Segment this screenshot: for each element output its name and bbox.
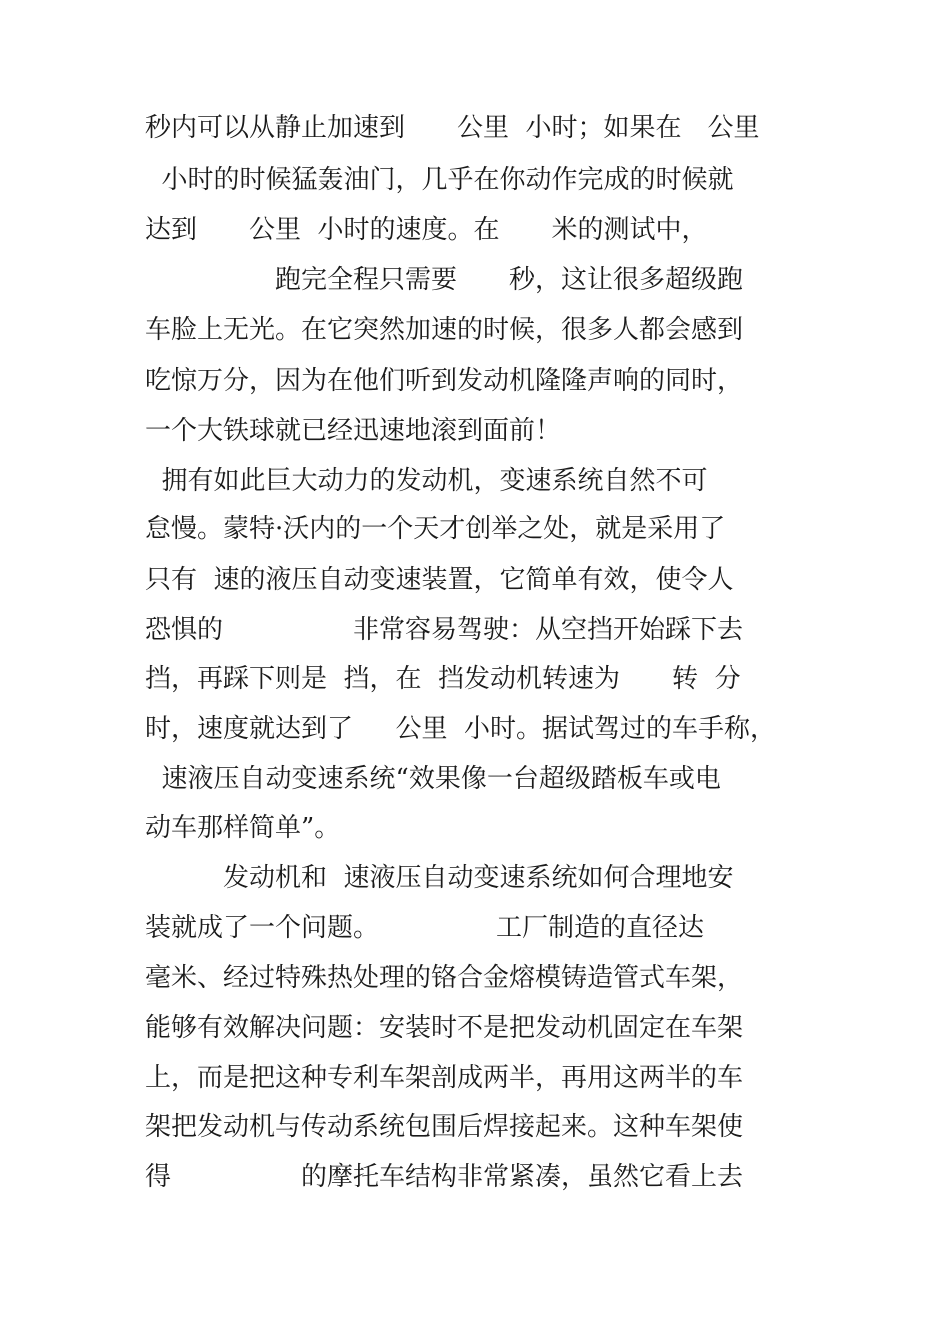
paragraph-line: 能够有效解决问题：安装时不是把发动机固定在车架 — [145, 1013, 744, 1043]
paragraph-line: 秒内可以从静止加速到 公里 小时；如果在 公里 — [145, 113, 760, 143]
paragraph-line: 装就成了一个问题。 工厂制造的直径达 — [145, 913, 705, 943]
paragraph-line: 挡，再踩下则是 挡，在 挡发动机转速为 转 分 — [145, 664, 741, 694]
paragraph-line: 一个大铁球就已经迅速地滚到面前！ — [145, 416, 562, 446]
paragraph-line: 只有 速的液压自动变速装置，它简单有效，使令人 — [145, 565, 734, 595]
paragraph-line: 发动机和 速液压自动变速系统如何合理地安 — [145, 863, 734, 893]
paragraph-line: 上，而是把这种专利车架剖成两半，再用这两半的车 — [145, 1063, 744, 1093]
paragraph-line: 吃惊万分，因为在他们听到发动机隆隆声响的同时， — [145, 366, 744, 396]
paragraph-line: 恐惧的 非常容易驾驶：从空挡开始踩下去 — [145, 615, 744, 645]
paragraph-line: 达到 公里 小时的速度。在 米的测试中， — [145, 215, 708, 245]
paragraph-line: 速液压自动变速系统“效果像一台超级踏板车或电 — [145, 764, 721, 794]
paragraph-line: 车脸上无光。在它突然加速的时候，很多人都会感到 — [145, 315, 744, 345]
paragraph-line: 跑完全程只需要 秒，这让很多超级跑 — [145, 265, 744, 295]
paragraph-line: 怠慢。蒙特·沃内的一个天才创举之处，就是采用了 — [145, 514, 726, 544]
paragraph-line: 时，速度就达到了 公里 小时。据试驾过的车手称， — [145, 714, 777, 744]
paragraph-line: 架把发动机与传动系统包围后焊接起来。这种车架使 — [145, 1112, 744, 1142]
paragraph-line: 动车那样简单”。 — [145, 813, 341, 843]
paragraph-line: 毫米、经过特殊热处理的铬合金熔模铸造管式车架， — [145, 963, 744, 993]
paragraph-line: 拥有如此巨大动力的发动机，变速系统自然不可 — [145, 466, 708, 496]
paragraph-line: 得 的摩托车结构非常紧凑，虽然它看上去 — [145, 1162, 744, 1192]
paragraph-line: 小时的时候猛轰油门，几乎在你动作完成的时候就 — [145, 165, 734, 195]
